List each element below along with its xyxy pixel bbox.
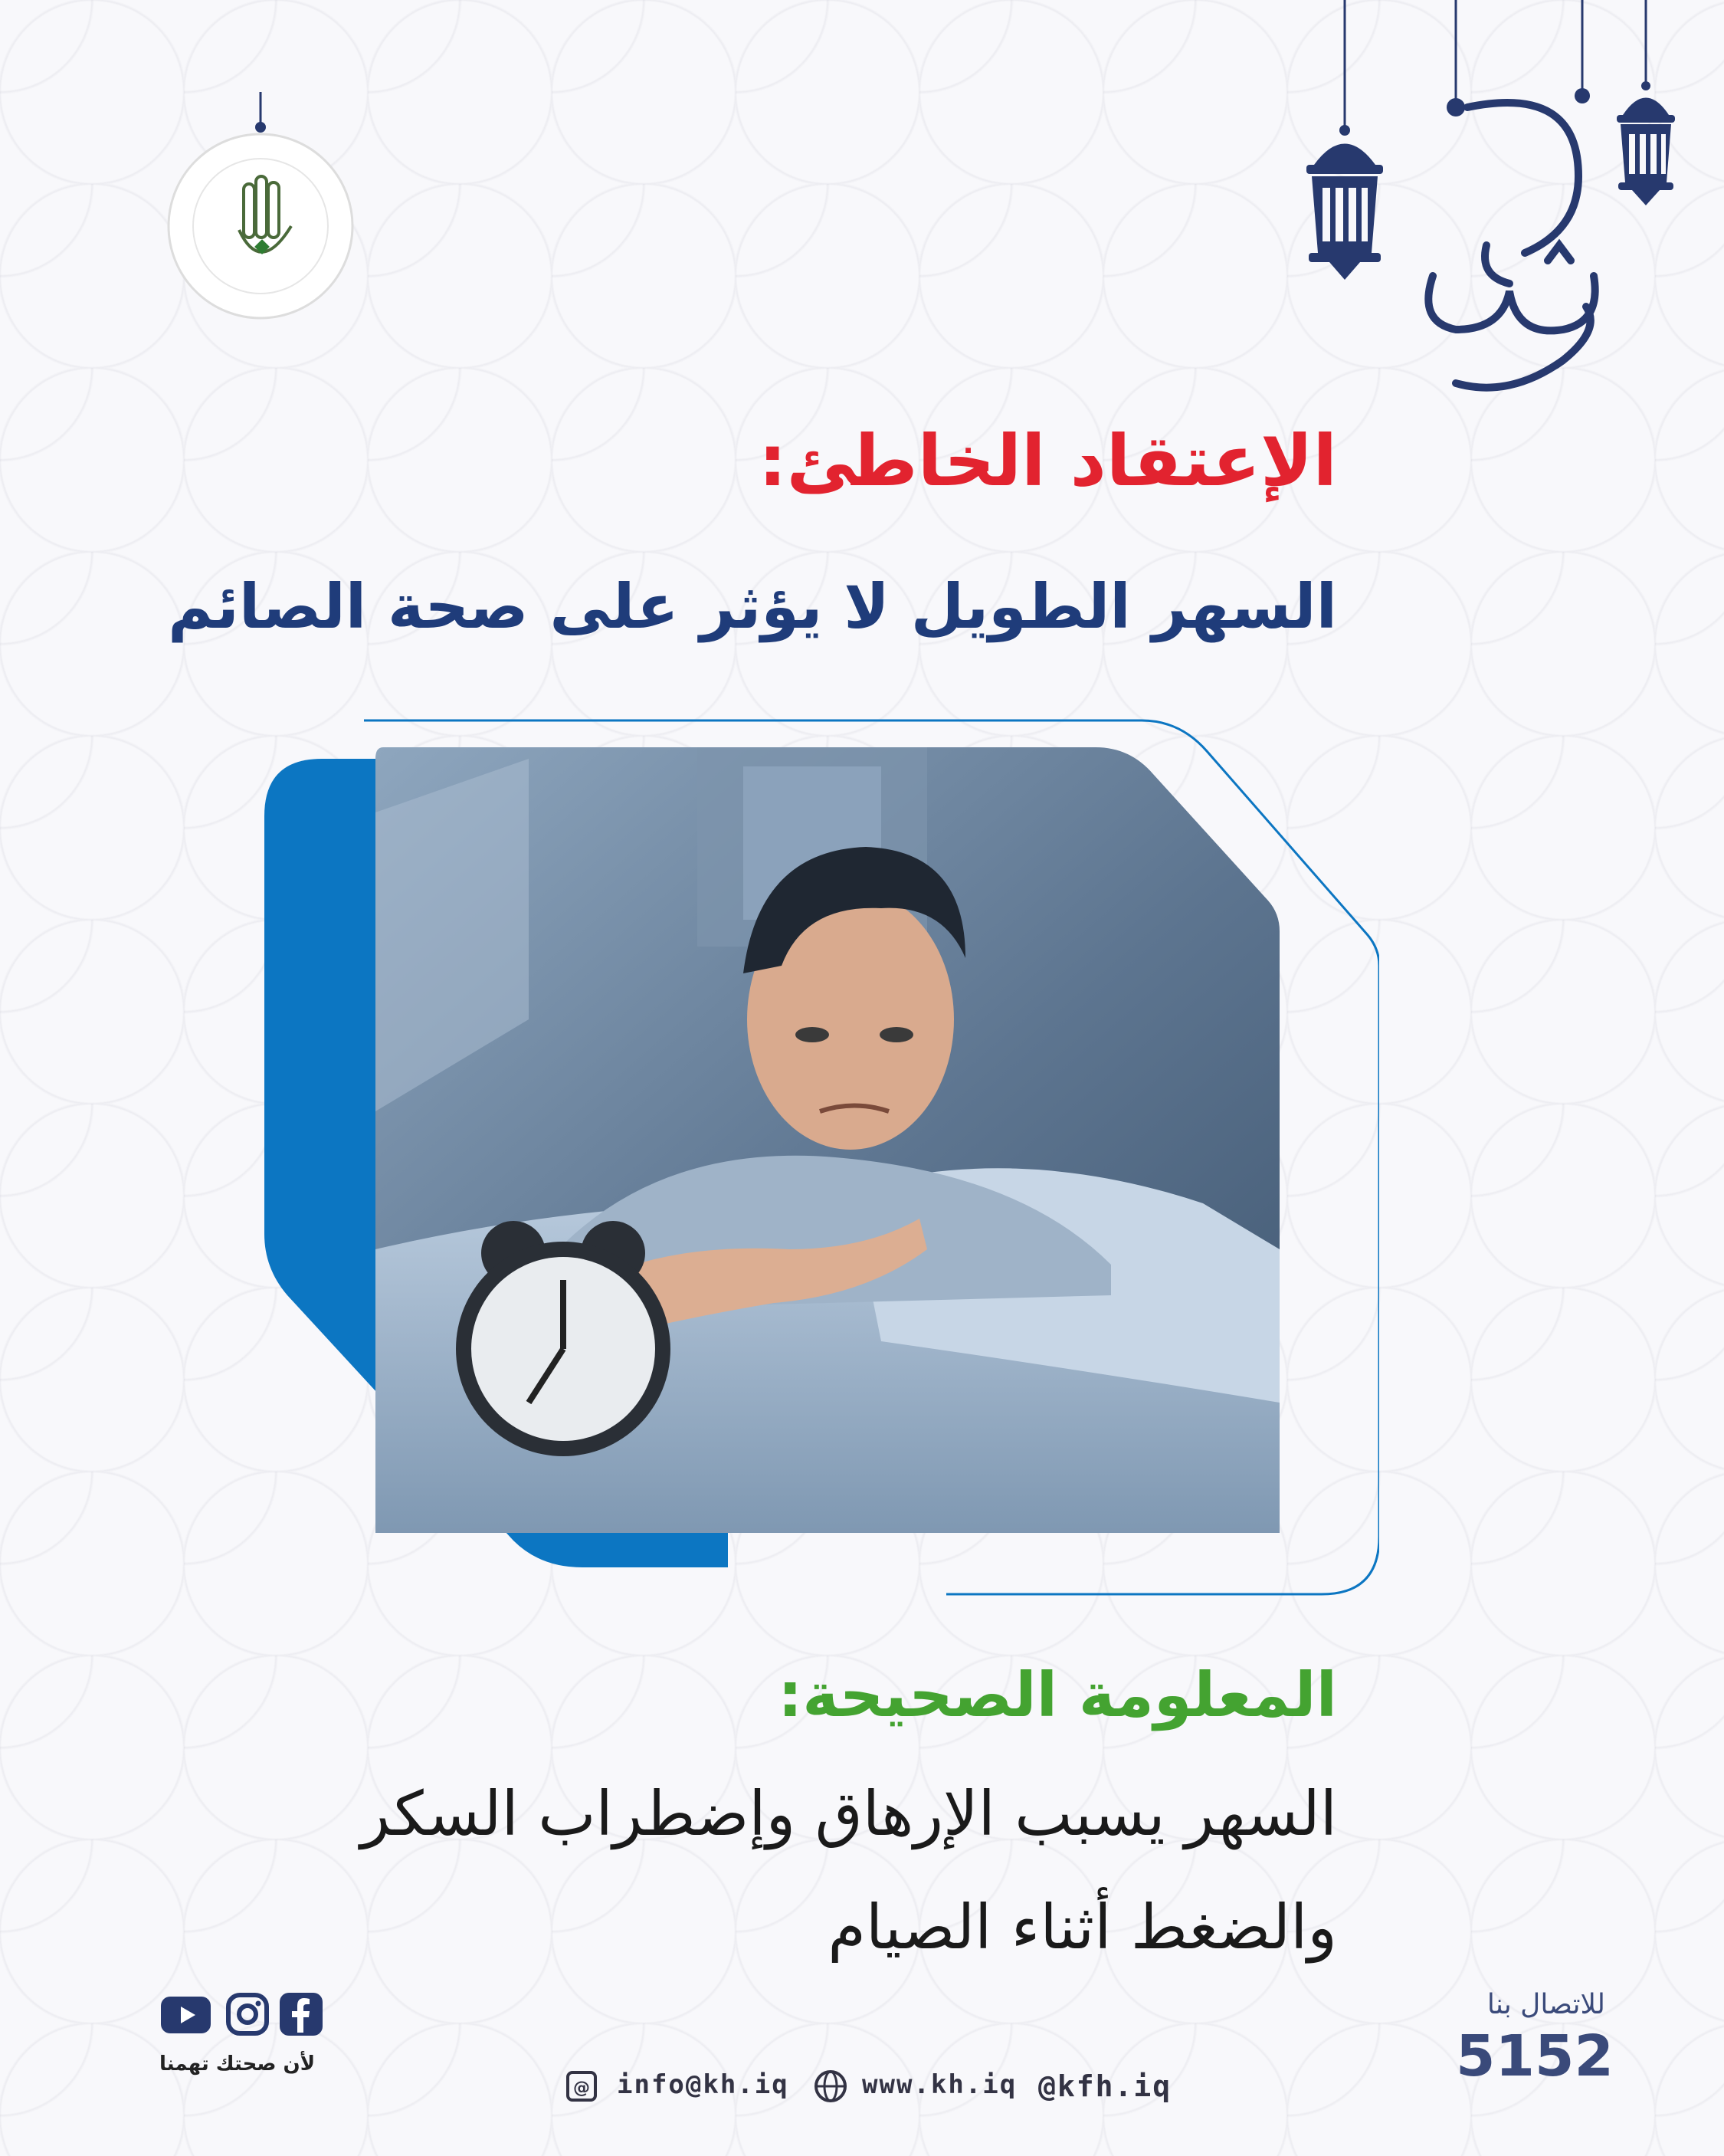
fact-line-1: السهر يسبب الإرهاق وإضطراب السكر [360, 1778, 1337, 1849]
ramadan-decoration [1257, 0, 1724, 429]
website-link[interactable]: www.kh.iq [862, 2069, 1018, 2100]
alarm-clock [456, 1221, 670, 1456]
ramadan-calligraphy [1428, 88, 1595, 388]
myth-label: الإعتقاد الخاطئ: [758, 420, 1337, 502]
photo-frame [253, 713, 1379, 1602]
globe-icon[interactable] [812, 2068, 849, 2105]
slogan: لأن صحتك تهمنا [159, 2053, 316, 2076]
instagram-icon[interactable] [226, 1993, 269, 2036]
fact-line-2: والضغط أثناء الصيام [828, 1892, 1337, 1963]
contact-label: للاتصال بنا [1486, 1989, 1605, 2020]
lantern-icon [1306, 125, 1383, 280]
sleepless-man-photo [375, 747, 1280, 1533]
fact-label: المعلومة الصحيحة: [778, 1659, 1337, 1731]
myth-text: السهر الطويل لا يؤثر على صحة الصائم [168, 571, 1337, 642]
email-icon[interactable] [563, 2068, 600, 2105]
email-link[interactable]: info@kh.iq [617, 2069, 789, 2100]
facebook-icon[interactable] [280, 1993, 323, 2036]
hospital-logo [153, 92, 375, 322]
social-handle[interactable]: @kfh.iq [1038, 2069, 1172, 2103]
lantern-icon [1617, 81, 1675, 205]
contact-number[interactable]: 5152 [1456, 2023, 1614, 2089]
svg-text:@: @ [573, 2079, 590, 2098]
youtube-icon[interactable] [161, 1997, 211, 2033]
